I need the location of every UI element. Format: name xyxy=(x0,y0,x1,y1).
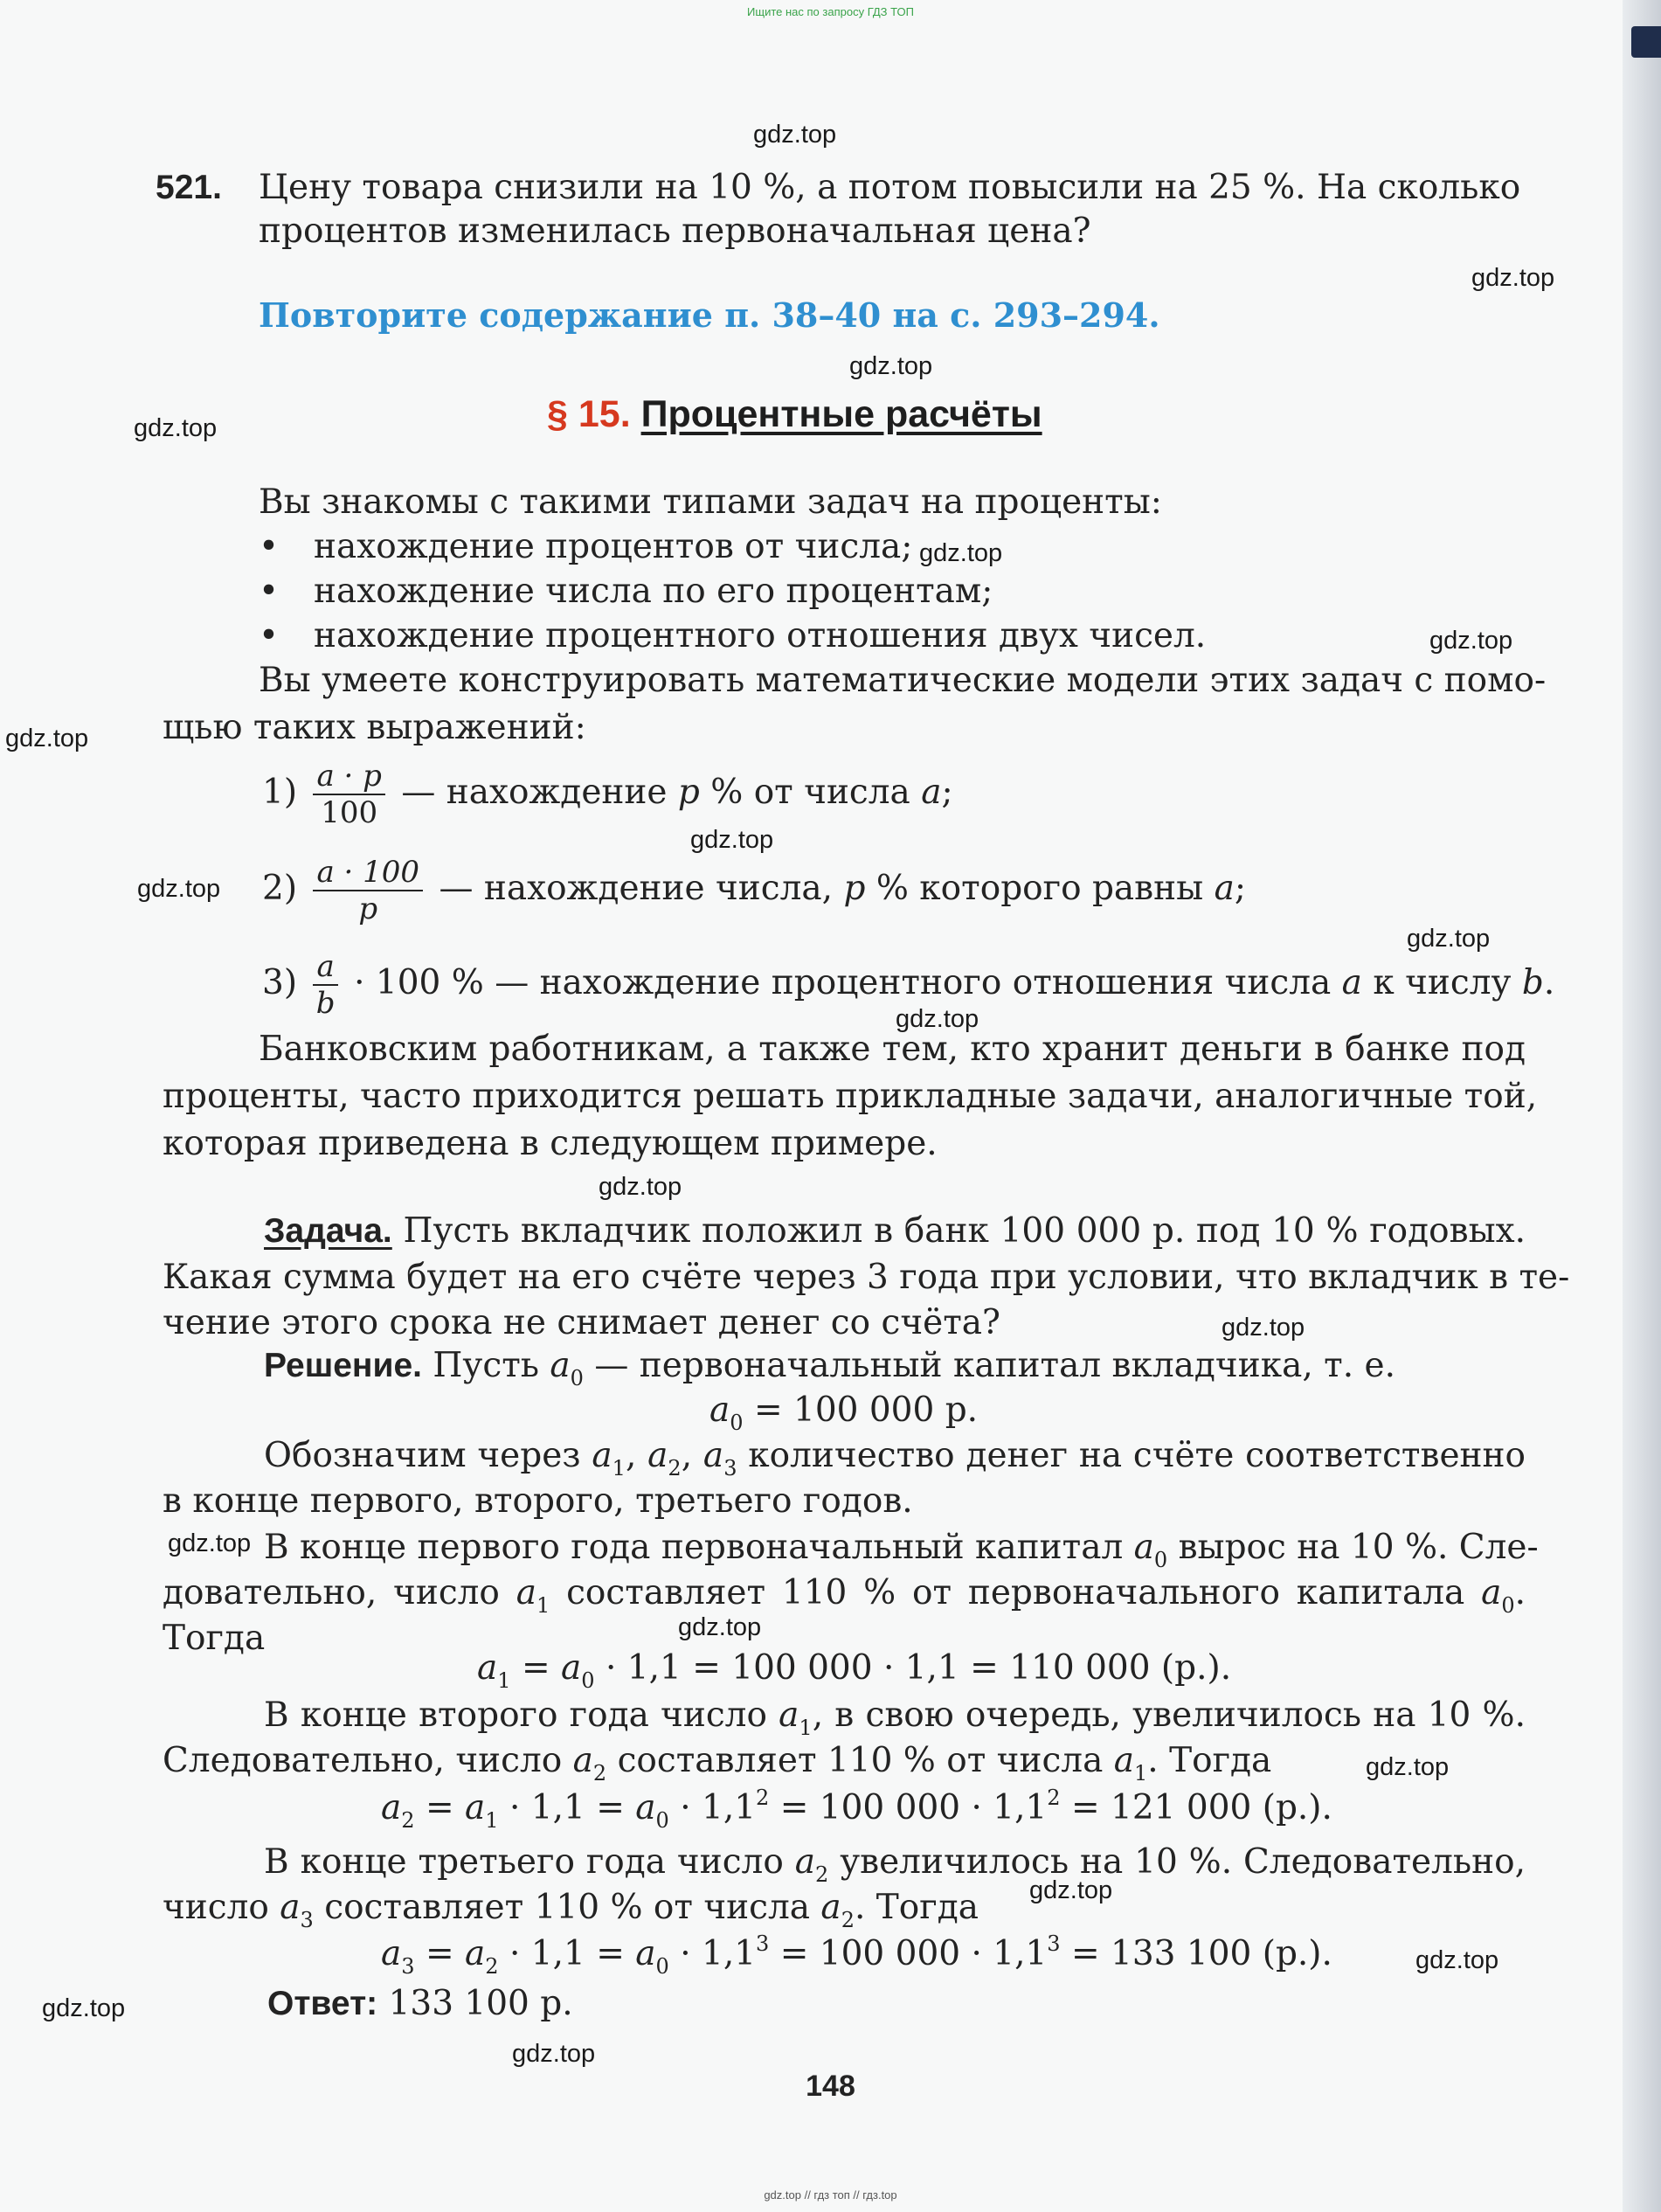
solution-line: Тогда xyxy=(163,1619,266,1658)
answer-line: Ответ: 133 100 р. xyxy=(267,1984,573,2023)
top-banner: Ищите нас по запросу ГДЗ ТОП xyxy=(747,5,914,18)
watermark: gdz.top xyxy=(42,1994,126,2022)
equation-a3: $a_3 = a_2 \cdot 1,1 = a_0 \cdot 1,1^3 = 100$ $000 \cdot 1,1^3 = 133$ 100 (р.). xyxy=(381,1931,1332,1979)
task-line: Задача. Пусть вкладчик положил в банк 100 000 р. под 10 % годовых. xyxy=(264,1211,1526,1251)
intro-text: Вы знакомы с такими типами задач на проценты: xyxy=(259,482,1162,522)
answer-label: Ответ: xyxy=(267,1985,378,2022)
watermark: gdz.top xyxy=(753,121,837,149)
bullet-item: • нахождение процентного отношения двух чисел. xyxy=(259,616,1207,655)
task-line: Какая сумма будет на его счёте через 3 года при условии, что вкладчик в те- xyxy=(163,1258,1570,1297)
models-line: щью таких выражений: xyxy=(163,708,586,747)
bullet-item: • нахождение числа по его процентам; xyxy=(259,572,993,611)
page-number: 148 xyxy=(806,2070,855,2103)
section-mark: § 15. xyxy=(547,393,631,435)
bank-line: которая приведена в следующем примере. xyxy=(163,1124,938,1163)
solution-line: В конце первого года первоначальный капитал $a_0$ вырос на 10 %. Сле- xyxy=(264,1528,1539,1572)
section-title xyxy=(547,391,1042,438)
equation-a2: $a_2 = a_1 \cdot 1,1 = a_0 \cdot 1,1^2 = 100$ $000 \cdot 1,1^2 = 121$ 000 (р.). xyxy=(381,1786,1332,1833)
watermark: gdz.top xyxy=(1429,627,1513,655)
formula-1: 1) $\frac{a \cdot p}{100}$ — нахождение p % от числа a; xyxy=(262,759,953,830)
problem-line: Цену товара снизили на 10 %, а потом повысили на 25 %. На сколько xyxy=(259,168,1521,207)
problem-line: процентов изменилась первоначальная цена? xyxy=(259,211,1091,251)
watermark: gdz.top xyxy=(678,1613,762,1641)
binding-tab xyxy=(1631,26,1661,58)
solution-line: довательно, число $a_1$ составляет 110 % от первоначального капитала $a_0$. xyxy=(163,1573,1526,1618)
watermark: gdz.top xyxy=(137,875,221,903)
watermark: gdz.top xyxy=(5,725,89,752)
watermark: gdz.top xyxy=(919,539,1003,567)
bank-line: проценты, часто приходится решать прикладные задачи, аналогичные той, xyxy=(163,1077,1538,1116)
watermark: gdz.top xyxy=(1471,264,1555,292)
watermark: gdz.top xyxy=(896,1005,979,1033)
watermark: gdz.top xyxy=(134,414,218,442)
solution-line: число $a_3$ составляет 110 % от числа $a_2$. Тогда xyxy=(163,1888,979,1932)
solution-label: Решение. xyxy=(264,1347,422,1384)
bottom-banner: gdz.top // гдз топ // гдз.top xyxy=(764,2188,897,2202)
section-name: Процентные расчёты xyxy=(640,393,1042,435)
watermark: gdz.top xyxy=(512,2040,596,2068)
bullet-item: • нахождение процентов от числа; xyxy=(259,527,913,566)
bank-line: Банковским работникам, а также тем, кто хранит деньги в банке под xyxy=(259,1030,1526,1069)
formula-2: 2) $\frac{a \cdot 100}{p}$ — нахождение числа, p % которого равны a; xyxy=(262,855,1246,926)
watermark: gdz.top xyxy=(1222,1314,1305,1342)
solution-line: в конце первого, второго, третьего годов. xyxy=(163,1481,913,1521)
solution-line: Обозначим через $a_1$, $a_2$, $a_3$ количество денег на счёте соответственно xyxy=(264,1436,1526,1480)
watermark: gdz.top xyxy=(1407,925,1491,953)
equation-a0: $a_0 = 100$ 000 р. xyxy=(709,1390,979,1435)
problem-number: 521. xyxy=(156,169,222,206)
watermark: gdz.top xyxy=(1029,1876,1113,1904)
task-label: Задача. xyxy=(264,1212,392,1250)
watermark: gdz.top xyxy=(849,352,933,380)
formula-3: 3) $\frac{a}{b}$ · 100 % — нахождение процентного отношения числа a к числу b. xyxy=(262,949,1555,1021)
solution-line: Следовательно, число $a_2$ составляет 110 % от числа $a_1$. Тогда xyxy=(163,1741,1272,1786)
solution-line: В конце второго года число $a_1$, в свою очередь, увеличилось на 10 %. xyxy=(264,1695,1526,1740)
watermark: gdz.top xyxy=(690,826,774,854)
page-edge xyxy=(1623,0,1661,2212)
solution-line: В конце третьего года число $a_2$ увеличилось на 10 %. Следовательно, xyxy=(264,1842,1526,1887)
solution-line: Решение. Пусть $a_0$ — первоначальный капитал вкладчика, т. е. xyxy=(264,1346,1395,1390)
watermark: gdz.top xyxy=(1366,1753,1450,1781)
watermark: gdz.top xyxy=(168,1529,252,1557)
review-heading: Повторите содержание п. 38–40 на с. 293–294. xyxy=(259,295,1160,335)
models-line: Вы умеете конструировать математические модели этих задач с помо- xyxy=(259,661,1547,700)
equation-a1: $a_1 = a_0 \cdot 1,1 = 100$ 000 · 1,1 = 110 000 (р.). xyxy=(477,1648,1232,1693)
watermark: gdz.top xyxy=(1415,1946,1499,1974)
watermark: gdz.top xyxy=(599,1173,682,1201)
task-line: чение этого срока не снимает денег со счёта? xyxy=(163,1303,1000,1342)
